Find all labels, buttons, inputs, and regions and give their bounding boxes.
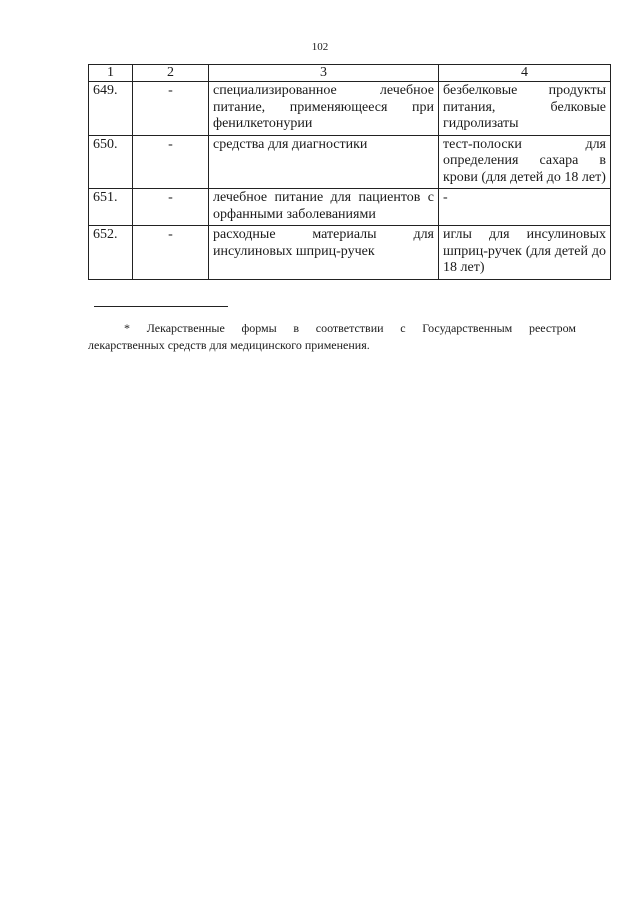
- footnote-line-1: * Лекарственные формы в соответствии с Государственным реестром: [124, 321, 576, 335]
- header-col-4: 4: [439, 65, 611, 82]
- row-note: тест-полоски для определения сахара в крови (для детей до 18 лет): [439, 135, 611, 189]
- row-code: -: [133, 226, 209, 280]
- table-row: [89, 82, 611, 136]
- row-note: иглы для инсулиновых шприц-ручек (для детей до 18 лет): [439, 226, 611, 280]
- header-col-1: 1: [89, 65, 133, 82]
- row-number: 652.: [89, 226, 133, 280]
- footnote-divider: [94, 306, 228, 307]
- row-code: -: [133, 135, 209, 189]
- row-code: -: [133, 82, 209, 136]
- page-number: 102: [311, 41, 329, 53]
- footnote: [88, 320, 576, 354]
- row-description: лечебное питание для пациентов с орфанными заболеваниями: [209, 189, 439, 226]
- table-row: [89, 135, 611, 189]
- header-col-2: 2: [133, 65, 209, 82]
- header-col-3: 3: [209, 65, 439, 82]
- row-number: 650.: [89, 135, 133, 189]
- row-note: безбелковые продукты питания, белковые гидролизаты: [439, 82, 611, 136]
- table-row: [89, 189, 611, 226]
- table-header-row: [89, 65, 611, 82]
- row-note: -: [439, 189, 611, 226]
- row-number: 649.: [89, 82, 133, 136]
- table-row: [89, 226, 611, 280]
- footnote-line-2: лекарственных средств для медицинского применения.: [88, 338, 370, 352]
- medical-items-table: [88, 64, 611, 280]
- row-description: расходные материалы для инсулиновых шприц-ручек: [209, 226, 439, 280]
- row-description: средства для диагностики: [209, 135, 439, 189]
- row-code: -: [133, 189, 209, 226]
- row-description: специализированное лечебное питание, применяющееся при фенилкетонурии: [209, 82, 439, 136]
- row-number: 651.: [89, 189, 133, 226]
